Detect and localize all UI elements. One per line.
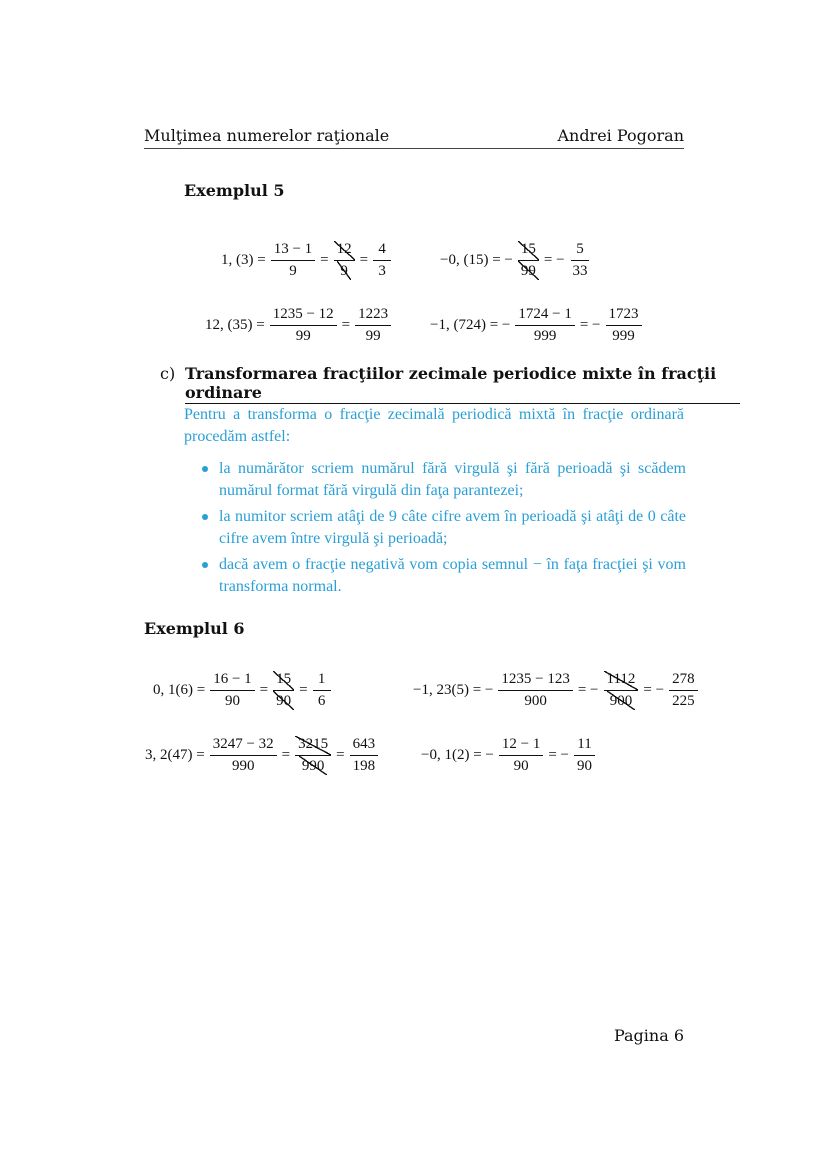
fraction: $\frac{1723}{999}$	[606, 306, 642, 345]
page-number: Pagina 6	[613, 1026, 684, 1045]
fraction: $\frac{11}{90}$	[574, 736, 595, 775]
example6-equation-1: 0, 1(6) = $\frac{16 - 1}{90}$ = $\frac{15}{90}$ = $\frac{1}{6}$	[150, 670, 333, 710]
fraction: $\frac{13 - 1}{9}$	[271, 241, 315, 280]
page-header	[144, 126, 684, 149]
fraction: $\frac{1235 - 12}{99}$	[270, 306, 337, 345]
example5-equation-4: −1, (724) = − $\frac{1724 - 1}{999}$ = − $\frac{1723}{999}$	[427, 305, 644, 345]
section-c-bullets	[200, 458, 686, 602]
example5-equation-2: −0, (15) = − $\frac{15}{99}$ = − $\frac{5}{33}$	[437, 240, 593, 280]
list-item: la numitor scriem atâţi de 9 câte cifre avem în perioadă şi atâţi de 0 câte cifre avem între virgulă şi perioadă;	[200, 506, 686, 550]
fraction: $\frac{1724 - 1}{999}$	[515, 306, 574, 345]
fraction: $\frac{643}{198}$	[350, 736, 379, 775]
example6-title: Exemplul 6	[144, 619, 245, 638]
fraction: $\frac{5}{33}$	[572, 240, 588, 279]
fraction: $\frac{12 - 1}{90}$	[499, 736, 543, 775]
fraction: $\frac{16 - 1}{90}$	[210, 671, 254, 710]
fraction: $\frac{278}{225}$	[669, 671, 698, 710]
fraction-cancelled: $\frac{1112}{900}$	[604, 671, 639, 710]
example6-equation-4: −0, 1(2) = − $\frac{12 - 1}{90}$ = − $\frac{11}{90}$	[418, 735, 597, 775]
bullet-icon	[202, 466, 208, 472]
example6-equation-3: 3, 2(47) = $\frac{3247 - 32}{990}$ = $\frac{3215}{990}$ = $\frac{643}{198}$	[142, 735, 380, 775]
header-title: Mulţimea numerelor raţionale	[144, 126, 390, 145]
section-title: Transformarea fracţiilor zecimale periodice mixte în fracţii ordinare	[185, 364, 740, 404]
bullet-icon	[202, 514, 208, 520]
fraction: $\frac{1235 - 123}{900}$	[498, 671, 572, 710]
example5-equation-3: 12, (35) = $\frac{1235 - 12}{99}$ = $\frac{1223}{99}$	[202, 305, 393, 345]
list-item: dacă avem o fracţie negativă vom copia semnul − în faţa fracţiei şi vom transforma normal.	[200, 554, 686, 598]
fraction: $\frac{4}{3}$	[373, 241, 391, 280]
example5-equation-1: 1, (3) = $\frac{13 - 1}{9}$ = $\frac{12}{9}$ = $\frac{4}{3}$	[218, 240, 393, 280]
bullet-icon	[202, 562, 208, 568]
fraction: $\frac{1}{6}$	[313, 671, 331, 710]
header-author: Andrei Pogoran	[557, 126, 684, 145]
example5-title: Exemplul 5	[184, 181, 285, 200]
fraction-cancelled: $\frac{3215}{990}$	[295, 736, 331, 775]
example6-equation-2: −1, 23(5) = − $\frac{1235 - 123}{900}$ = − $\frac{1112}{900}$ = − $\frac{278}{225}$	[410, 670, 700, 710]
section-c-intro: Pentru a transforma o fracţie zecimală periodică mixtă în fracţie ordinară procedăm astfel:	[184, 406, 684, 445]
section-label: c)	[160, 364, 176, 383]
fraction-cancelled: $\frac{15}{90}$	[273, 671, 294, 710]
fraction: $\frac{3247 - 32}{990}$	[210, 736, 277, 775]
fraction-cancelled: $\frac{15}{99}$	[518, 241, 539, 280]
fraction: $\frac{1223}{99}$	[355, 306, 391, 345]
fraction-cancelled: $\frac{12}{9}$	[334, 241, 355, 280]
list-item: la numărător scriem numărul fără virgulă şi fără perioadă şi scădem numărul format fără virgulă din faţa parantezei;	[200, 458, 686, 502]
